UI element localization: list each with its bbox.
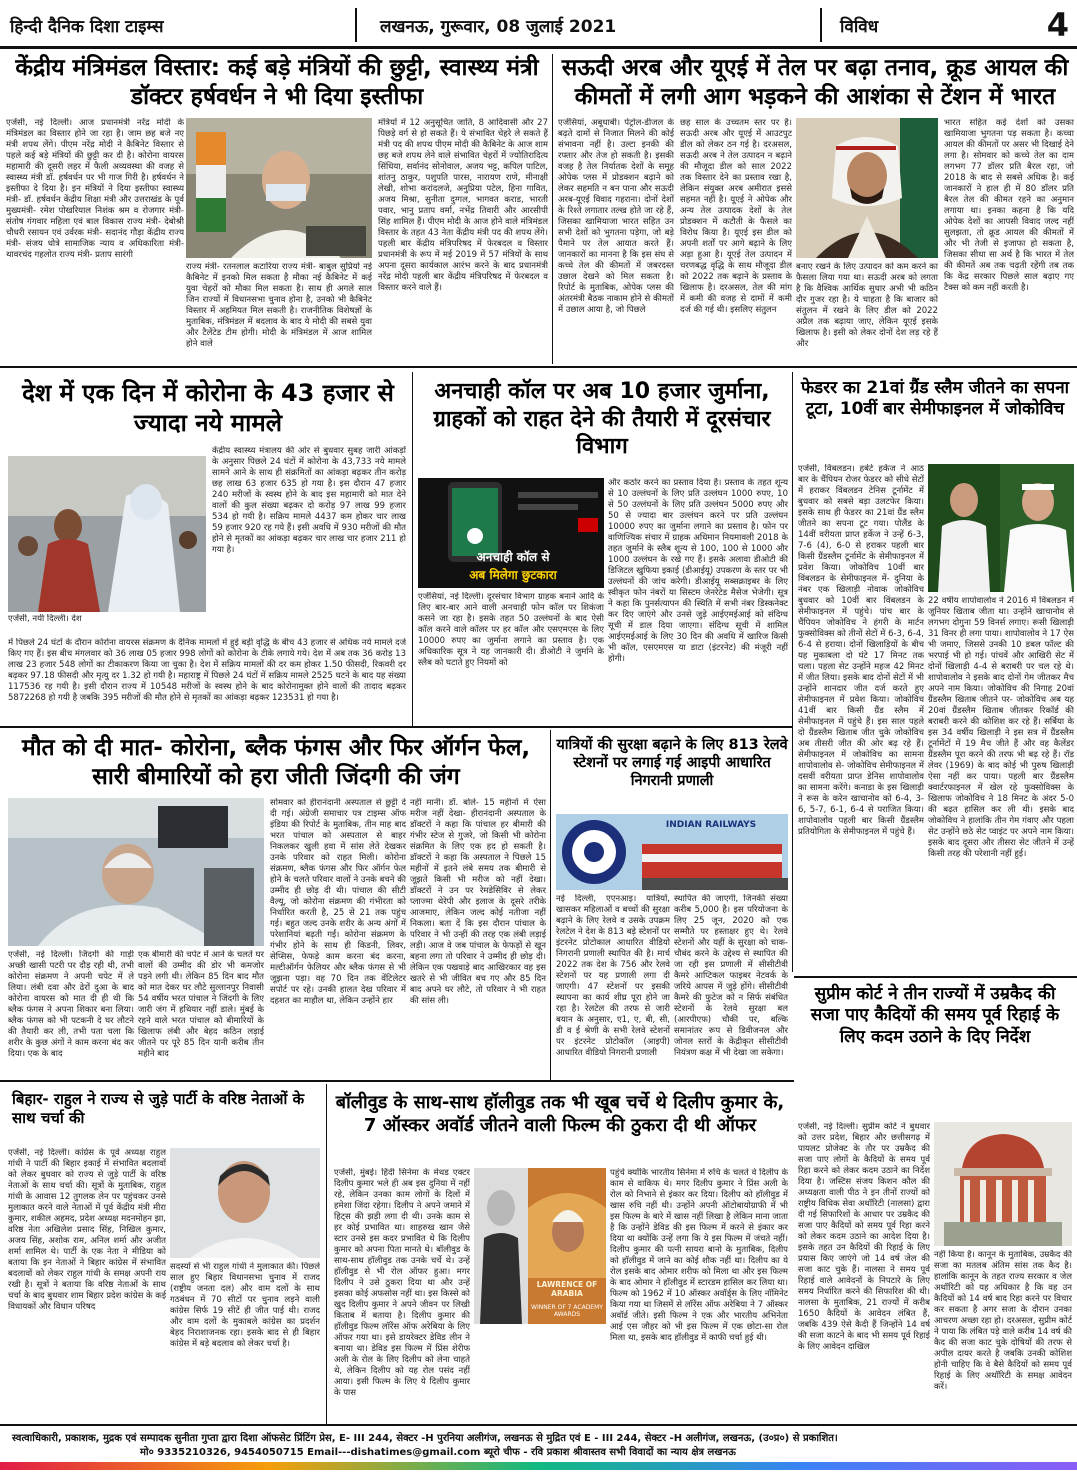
column-rule — [792, 372, 793, 972]
section-name: विविध — [840, 17, 879, 37]
dateline: लखनऊ, गुरूवार, 08 जुलाई 2021 — [380, 17, 617, 37]
article-fungus-col1: एजेंसी, नई दिल्ली। जिंदगी की गाड़ी अच्छी खासी पटरी पर दौड़ रही थी, तभी कोरोना संक्रमण ने अपनी चपेट में ले लिया। लंबी दवा और ढेरों दुआ के बाद कोरोना वायरस को मात दी ही थी कि ब्लैक फंगस ने अपना शिकार बना लिया। ब्लैक फंगस को भी पटकनी दे घर लौटने की तैयारी कर ली, तभी पता चला कि शरीर के कुछ अंगों ने काम करना बंद कर दिया। एक के बाद — [8, 950, 134, 1059]
phone-image-text-2: अब मिलेगा छुटकारा — [469, 568, 557, 582]
section-rule — [794, 976, 1077, 978]
article-telecom-col1: एजेंसियां, नई दिल्ली। दूरसंचार विभाग ग्राहक बनाने आदि के लिए बार-बार आने वाली अनचाही फोन कॉल पर शिकंजा कसने जा रहा है। इसके तहत 50 उल्लंघनों के बाद ऐसी कॉल करने वाले कॉलर पर हर कॉल और एसएमएस के लिए 10000 रुपए का जुर्माना लगाने का प्रस्ताव है। एक अधिकारिक सूत्र ने यह जानकारी दी। डीओटी ने जुर्माने के स्लैब को घटाते हुए नियमों को — [418, 592, 604, 668]
photo-dilip-poster-graphic — [474, 1168, 606, 1324]
headline-railway: यात्रियों की सुरक्षा बढ़ाने के लिए 813 रेलवे स्टेशनों पर लगाई गई आइपी आधारित निगरानी प्रणाली — [556, 737, 788, 790]
article-bollywood-col2: पहुंचे क्योंकि भारतीय सिनेमा में रुचि के चलते वे दिलीप के काम से वाकिफ थे। मगर दिलीप कुमार ने प्रिंस अली के रोल को निभाने से इंकार कर दिया। दिलीप को हॉलीवुड में खास रुचि नहीं थी। उन्होंने अपनी ऑटोबायोग्राफी में भी इस फिल्म के बारे में खास नहीं लिखा है लेकिन माना जाता है कि उन्होंने डेविड की इस फिल्म में करने से इंकार कर दिया था क्योंकि उन्हें लगा कि ये इस फिल्म में जंचते नहीं। दिलीप कुमार की पत्नी सायरा बानो के मुताबिक, दिलीप को हॉलीवुड में जाने का कोई शौक नहीं था। दिलीप का ये रोल इसके बाद ओमार शरीफ को मिला था और इस फिल्म के बाद ओमार ने हॉलीवुड में स्टारडम हासिल कर लिया था। फिल्म को 1962 में 10 ऑस्कर अवॉर्ड्स के लिए नॉमिनेट किया गया था जिसमें से लॉरेंस ऑफ अरेबिया ने 7 ऑस्कर अवॉर्ड जीते। इसी फिल्म ने एक और भारतीय अभिनेता आई एस जौहर को भी इस फिल्म में एक छोटा-सा रोल मिला था, इसके बाद हॉलीवुड में काफी चर्चा हुई थी। — [610, 1168, 788, 1343]
paper-name: हिन्दी दैनिक दिशा टाइम्स — [10, 17, 164, 37]
article-corona-col2: में पिछले 24 घंटों के दौरान कोरोना वायरस संक्रमण के दैनिक मामलों में हुई बड़ी वृद्धि के बीच 43 हजार से अधिक नये मामले दर्ज किए गए हैं। इस बीच मंगलवार को 36 लाख 05 हजार 998 लोगों को कोरोना के टीके लगाये गये। देश में अब तक 36 करोड़ 13 लाख 23 हजार 548 लोगों का टीकाकरण किया जा चुका है। देश में सक्रिय मामलों की दर कम होकर 1.50 फीसदी, रिकवरी दर बढ़कर 97.18 फीसदी और मृत्यु दर 1.32 हो गयी है। महाराष्ट्र में पिछले 24 घंटों में सक्रिय मामले 2525 घटने के बाद यह संख्या 117536 रह गयी है। इसी दौरान राज्य में 10548 मरीजों के स्वस्थ होने के बाद कोरोनामुक्त होने वालों की तादाद बढ़कर 5872268 हो गयी है जबकि 395 मरीजों की मौत होने से मृतकों का आंकड़ा बढ़कर 123531 हो गया है। — [8, 638, 406, 703]
article-railway-col2: स्थापित की जाएगी, जिनकी संख्या करीब 5,000 है। इस परियोजना के लिए 25 जून, 2020 को एक सम्मौते पर हस्ताक्षर हुए थे। रेलवे स्टेशनों और यहीं के सुरक्षा को चाक-चौबंद करने के उद्देश्य से स्थापित की जा रही इस प्रणाली में सीसीटीवी कैमरे आप्टिकल फाइबर नेटवर्क के जरिये आपस में जुड़े होंगे। सीसीटीवी कैमरे की फुटेज को न सिर्फ संबंधित स्टेशनों के रेलवे सुरक्षा बल (आरपीएफ) चौकी पर, बल्कि समानांतर रूप से डिवीजनल और जोनल स्तरों के केंद्रीकृत सीसीटीवी नियंत्रण कक्ष में भी देखा जा सकेगा। — [674, 894, 788, 1058]
photo-harsh-vardhan — [186, 118, 372, 258]
article-oil-col2: छह साल के उच्चतम स्तर पर है। सऊदी अरब और यूएई में आउटपुट डील को लेकर ठन गई है। दरअसल, सऊदी अरब ने तेल उत्पादन न बढ़ाने की मौजूदा डील को साल 2022 तक विस्तार देने का प्रस्ताव रखा है, लेकिन संयुक्त अरब अमीरात इससे सहमत नहीं है। यूएई ने ओपेक और अन्य तेल उत्पादक देशों के तेल प्रोडक्शन में कटौती के फैसले का विरोध किया है। यूएई इस डील को अपनी शर्तों पर आगे बढ़ाने के लिए अड़ा हुआ है। यूएई तेल उत्पादन में चरणबद्ध वृद्धि के साथ मौजूदा डील को 2022 तक बढ़ाने के प्रस्ताव के खिलाफ है। दरअसल, तेल की मांग में कमी की वजह से दामों में कमी दर्ज की गई थी। इसलिए संतुलन — [680, 118, 792, 315]
article-bihar-col2: सदस्यों से भी राहुल गांधी ने मुलाकात की। पिछले साल हुए बिहार विधानसभा चुनाव में राजद (राष्ट्रीय जनता दल) और वाम दलों के साथ गठबंधन में 70 सीटों पर चुनाव लड़ने वाली कांग्रेस सिर्फ 19 सीटें ही जीत पाई थी। राजद और वाम दलों के मुकाबले कांग्रेस का प्रदर्शन बेहद निराशाजनक रहा। इसके बाद से ही बिहार कांग्रेस में बड़े बदलाव को लेकर चर्चा है। — [170, 1262, 320, 1349]
section-rule — [0, 1080, 794, 1082]
photo-covid-test — [8, 456, 206, 612]
column-rule — [412, 372, 413, 726]
article-fungus-col2: एक बीमारी की चपेट में आने के चलते घर वालों की उम्मीद की डोर भी कमजोर पड़ने लगी थी। लेकिन 85 दिन बाद मौत को मात देकर घर लौटे सुल्तानपुर निवासी 54 वर्षीय भरत पांचाल ने जिंदगी के लिए जारी जंग में हथियार नहीं डाले। मुंबई के रहने वाले भरत पांचाल को बीमारियों के खिलाफ लंबी और बेहद कठिन लड़ाई जीतने पर पूरे 85 दिन यानी करीब तीन महीने बाद — [138, 950, 264, 1059]
article-federer-col2: 22 वर्षीय शापोवालोव ने 2016 में विंबलडन में जूनियर खिताब जीता था। उन्होंने खाचानोव से लगभग दोगुना 59 विनर्स लगाए। रूसी खिलाड़ी 31 विनर ही लगा पाया। शापोवालोव ने 17 ऐस भी जमाए, जिससे उनकी 10 डबल फॉल्ट की भरपाई भी हो गई। पांचवें और आखिरी सेट में दोनों खिलाड़ी 4-4 से बराबरी पर चल रहे थे। शापोवालोव ने इसके बाद दोनों गेम जीतकर मैच अपने नाम किया। जोकोविच की निगाह 20वां ग्रैंडस्लैम खिताब जीतने पर- जोकोविच अब यह 20वां ग्रैंडस्लैम खिताब जीतकर रिकॉर्ड की बराबरी करने की कोशिश कर रहे हैं। सर्बिया के इस 34 वर्षीय खिलाड़ी ने इस सत्र में ग्रैंडस्लैम टूर्नामेंटों में 19 मैच जीते हैं और वह कैलेंडर ग्रैंडस्लैम पूरा करने की तरफ भी बढ़ रहे हैं। रॉड लेवर (1969) के बाद कोई भी पुरुष खिलाड़ी ऐसा नहीं कर पाया। पहली बार ग्रैंडस्लैम क्वार्टरफाइनल में खेल रहे फुक्सोविक्स के खिलाफ जोकोविच ने 18 मिनट के अंदर 5-0 की बढ़त हासिल कर ली थी। इसके बाद जोकोविच ने हालांकि तीन गेम गंवाए और पहला सेट उन्होंने छठे सेट प्वाइंट पर अपने नाम किया। इसके बाद दूसरा और तीसरा सेट जीतने में उन्हें किसी तरह की परेशानी नहीं हुई। — [928, 596, 1074, 859]
article-railway-col1: नई दिल्ली, एएनआइ। यात्रियों, खासकर महिलाओं व बच्चों की सुरक्षा बढ़ाने के लिए रेलवे व उसके उपक्रम रेलटेल ने देश के 813 बड़े स्टेशनों पर इंटरनेट प्रोटोकाल आधारित वीडियो निगरानी प्रणाली स्थापित की है। मार्च 2022 तक देश के 756 और रेलवे स्टेशनों पर यह प्रणाली लगा दी जाएगी। 47 स्टेशनों पर इसकी स्थापना का कार्य शीघ्र पूरा होने जा रहा है। रेलटेल की तरफ से जारी बयान के अनुसार, ए1, ए, बी, सी, डी व ई श्रेणी के सभी रेलवे स्टेशनों पर इंटरनेट प्रोटोकॉल (आइपी) आधारित वीडियो निगरानी प्रणाली — [556, 894, 670, 1058]
photo-federer-graphic — [928, 464, 1074, 592]
photo-saudi-prince — [796, 118, 938, 258]
column-rule — [550, 730, 551, 1080]
article-oil-col4: भारत सहित कई देशों को उसका खामियाजा भुगतना पड़ सकता है। कच्चा आयल की कीमतों पर असर भी दिखाई देने लगा है। सोमवार को कच्चे तेल का दाम लगभग 77 डॉलर प्रति बैरल रहा, जो 2018 के बाद से सबसे अधिक है। कई जानकारों ने हाल ही में 80 डॉलर प्रति बैरल तेल की कीमत रहने का अनुमान लगाया था। इनका कहना है कि यदि ओपेक देशों का आपसी विवाद जल्द नहीं सुलझता, तो क्रूड आयल की कीमतों में और भी तेजी से इजाफा हो सकता है, जिसका सीधा सा अर्थ है कि भारत में तेल की कीमतें अब तक चढ़ती रहेंगी तब तक कि केंद्र सरकार पिछले साल बढ़ाए गए टैक्स को कम नहीं करती है। — [944, 118, 1074, 293]
headline-supreme-court: सुप्रीम कोर्ट ने तीन राज्यों में उम्रकैद की सजा पाए कैदियों की समय पूर्व रिहाई के लिए कदम उठाने के दिए निर्देश — [810, 984, 1060, 1047]
photo-harsh-vardhan-graphic — [186, 118, 372, 258]
article-bollywood-col2-lower — [474, 1328, 606, 1424]
section-rule — [0, 366, 1077, 368]
article-cabinet-col3: मंत्रियों में 12 अनुसूचित जाति, 8 आदिवासी और 27 पिछड़े वर्ग से हो सकते हैं। ये संभावित चेहरे ले सकते हैं मंत्री पद की शपथ पीएम मोदी की कैबिनेट के आज शाम छह बजे शपथ लेने वाले संभावित चेहरों में ज्योतिरादित्य सिंधिया, सर्वानंद सोनोवाल, अजय भट्ट, कपिल पाटिल, शांतनु ठाकुर, पशुपति पारस, नारायण राणे, मीनाक्षी लेखी, शोभा करांदलजे, अनुप्रिया पटेल, हिना गावित, अजय मिश्रा, सुनीता दुग्गल, भागवत कराड, भारती पवार, भानु प्रताप वर्मा, नभेंद्र तिवारी और आरसीपी सिंह शामिल हैं। पीएम मोदी के आज होने वाले मंत्रिमंडल विस्तार के तहत 43 नेता केंद्रीय मंत्री पद की शपथ लेंगे। पहली बार केंद्रीय मंत्रिपरिषद में फेरबदल व विस्तार प्रधानमंत्री के रूप में मई 2019 में 57 मंत्रियों के साथ अपना दूसरा कार्यकाल आरंभ करने के बाद प्रधानमंत्री नरेंद्र मोदी पहली बार केंद्रीय मंत्रिपरिषद में फेरबदल व विस्तार करने वाले हैं। — [378, 118, 548, 293]
article-cabinet-col1: एजेंसी, नई दिल्ली। आज प्रधानमंत्री नरेंद्र मोदी के मंत्रिमंडल का विस्तार होने जा रहा है। जाम छह बजे नए मंत्री शपथ लेंगे। पीएम नरेंद्र मोदी ने कैबिनेट विस्तार से पहले कई बड़े मंत्रियों की छुट्टी कर दी है। कोरोना वायरस महामारी की दूसरी लहर में फैली अव्यवस्था की वजह से स्वास्थ्य मंत्री डॉ. हर्षवर्धन पर भी गाज गिरी है। हर्षवर्धन ने इस्तीफा दे दिया है। इन मंत्रियों ने दिया इस्तीफा स्वास्थ्य मंत्री- डॉ. हर्षवर्धन केंद्रीय शिक्षा मंत्री और उत्तराखंड के पूर्व मुख्यमंत्री- रमेश पोखरियाल निशंक श्रम व रोजगार मंत्री- संतोष गंगवार महिला एवं बाल विकास राज्य मंत्री- देबोश्री चौधरी रसायन एवं उर्वरक मंत्री- सदानंद गौड़ा केंद्रीय राज्य मंत्री- संजय धोत्रे सामाजिक न्याय व अधिकारिता मंत्री- थावरचंद गहलोत राज्य मंत्री- प्रताप सारंगी — [6, 118, 184, 260]
article-oil-col3: बनाए रखने के लिए उत्पादन को कम करने का फैसला लिया गया था। सऊदी अरब को लगता है कि वैश्विक आर्थिक सुधार अभी भी कठिन दौर गुजर रहा है। ये चाहता है कि बाजार को संतुलन में रखने के लिए डील को 2022 अप्रैल तक बढ़ाया जाए, लेकिन यूएई इसके खिलाफ है। इसी को लेकर दोनों देश लड़ रहे हैं और — [796, 262, 938, 349]
photo-covid-caption: एजेंसी, नयी दिल्ली। देश — [8, 614, 82, 624]
headline-fungus: मौत को दी मात- कोरोना, ब्लैक फंगस और फिर ऑर्गन फेल, सारी बीमारियों को हरा जीती जिंदगी की जंग — [21, 735, 531, 790]
article-fungus-col3: सोमवार को हीरानंदानी अस्पताल से छुट्टी दे दी गई। अंग्रेजी समाचार पत्र टाइम्स ऑफ इंडिया की रिपोर्ट के मुताबिक, तीन माह बाद भरत पांचाल को अस्पताल से बाहर निकलकर खुली हवा में सांस लेते देखकर उनके परिवार को राहत मिली। कोरोना संक्रमण, ब्लैक फंगस और फिर ऑर्गन फेल होने के चलते परिवार वालों ने उनके बचने की उम्मीद ही छोड़ दी थी। पांचाल की सीटी वैल्यू, जो कोरोना संक्रमण की गंभीरता को निर्धारित करती है, 25 से 21 तक पहुंच गई। बहुत जल्द उनके शरीर के अन्य अंगों में परेशानियां बढ़ती गईं। कोरोना संक्रमण के गंभीर होने के साथ ही किडनी, लिवर, सेप्सिस, फेफड़े काम करना बंद करना, मल्टीऑर्गन फेलियर और ब्लैक फंगस से भी जूझना पड़ा। वह 70 दिन तक वेंटिलेटर सपोर्ट पर रहे। उनकी हालत देख परिवार में दहशत का माहौल था, लेकिन उन्होंने हार — [270, 798, 406, 1006]
article-bihar-col1: एजेंसी, नई दिल्ली। कांग्रेस के पूर्व अध्यक्ष राहुल गांधी ने पार्टी की बिहार इकाई में संभावित बदलावों को लेकर बुधवार को राज्य से जुड़े पार्टी के वरिष्ठ नेताओं के साथ चर्चा की। सूत्रों के मुताबिक, राहुल गांधी के आवास 12 तुगलक लेन पर पहुंचकर उनसे मुलाकात करने वाले नेताओं में पूर्व केंद्रीय मंत्री मीरा कुमार, शकील अहमद, प्रदेश अध्यक्ष मदनमोहन झा, वरिष्ठ नेता अखिलेश प्रसाद सिंह, निखिल कुमार, अजय सिंह, अशोक राम, अनिल शर्मा और अजीत शर्मा शामिल थे। पार्टी के एक नेता ने मीडिया को बताया कि इन नेताओं ने बिहार कांग्रेस में संभावित बदलावों को लेकर राहुल गांधी के समक्ष अपनी राय रखी है। सूत्रों ने बताया कि वरिष्ठ नेताओं के साथ चर्चा के बाद बुधवार शाम बिहार प्रदेश कांग्रेस के कई विधायकों और विधान परिषद — [8, 1148, 166, 1312]
headline-corona: देश में एक दिन में कोरोना के 43 हजार से ज्यादा नये मामले — [22, 379, 394, 437]
poster-tagline: WINNER OF 7 ACADEMY AWARDS — [531, 1304, 603, 1318]
footer — [0, 1426, 1077, 1476]
photo-rahul-graphic — [170, 1148, 320, 1258]
headline-bihar: बिहार- राहुल ने राज्य से जुड़े पार्टी के वरिष्ठ नेताओं के साथ चर्चा की — [12, 1090, 305, 1127]
phone-image-text-1: अनचाही कॉल से — [476, 550, 550, 564]
column-rule — [552, 54, 553, 364]
article-telecom-col2: और कठोर करने का प्रस्ताव दिया है। प्रस्ताव के तहत शून्य से 10 उल्लंघनों के लिए प्रति उल्लंघन 1000 रुपए, 10 से 50 उल्लंघनों के लिए प्रति उल्लंघन 5000 रुपए और 50 से ज्यादा बार उल्लंघन करने पर प्रति उल्लंघन 10000 रुपए का जुर्माना लगाने का प्रस्ताव है। फोन पर वाणिज्यिक संचार में ग्राहक अधिमान नियमावली 2018 के तहत जुर्माने के स्लैब शून्य से 100, 100 से 1000 और 1000 उल्लंघन के रखे गए हैं। इसके अलावा डीओटी की डिजिटल खुफिया इकाई (डीआईयू) उपकरण के स्तर पर भी उल्लंघनों की जांच करेगी। डीआईयू सब्सक्राइबर के लिए स्वीकृत फोन नंबरों या सिस्टम जेनरेटेड मैसेज भेजेगी। सूत्र ने कहा कि पुनर्सत्यापन की स्थिति में सभी नंबर डिस्कनेक्ट कर दिए जाएंगे और उनसे जुड़े आईएमईआई को संदिग्ध सूची में डाल दिया जाएगा। संदिग्ध सूची में शामिल आईएमईआई के लिए 30 दिन की अवधि में खारिज किसी भी कॉल, एसएमएस या डाटा (इंटरनेट) की मंजूरी नहीं होगी। — [608, 478, 788, 664]
photo-hospital-patient — [8, 798, 264, 946]
article-supreme-col2: नहीं किया है। कानून के मुताबिक, उम्रकैद की सजा का मतलब अंतिम सांस तक कैद है। हालांकि कानून के तहत राज्य सरकार व जेल अथॉरिटी को यह अधिकार है कि वह उन कैदियों को 14 वर्ष बाद रिहा करने पर विचार कर सकता है अगर सजा के दौरान उनका आचरण अच्छा रहा हो। दरअसल, सुप्रीम कोर्ट ने पाया कि लंबित पड़े वाले करीब 14 वर्ष की कैद की सजा काट चुके दोषियों की तरफ से अपील दायर करते है जबकि उनकी कोशिश होनी चाहिए कि वे बैसे कैदियों को समय पूर्व रिहाई के लिए अथॉरिटी के समक्ष आवेदन करें। — [934, 1250, 1072, 1392]
section-rule — [0, 726, 792, 728]
masthead — [0, 0, 1077, 48]
photo-hospital-graphic — [8, 798, 264, 946]
article-corona-col1: केंद्रीय स्वास्थ्य मंत्रालय की ओर से बुधवार सुबह जारी आंकड़ों के अनुसार पिछले 24 घंटों में कोरोना के 43,733 नये मामले सामने आने के साथ ही संक्रमितों का आंकड़ा बढ़कर तीन करोड़ छह लाख 63 हजार 635 हो गया है। इस दौरान 47 हजार 240 मरीजों के स्वस्थ होने के बाद इस महामारी को मात देने वालों की कुल संख्या बढ़कर दो करोड़ 97 लाख 99 हजार 534 हो गयी है। सक्रिय मामले 4437 कम होकर चार लाख 59 हजार 920 रह गये हैं। इसी अवधि में 930 मरीजों की मौत होने से मृतकों का आंकड़ा बढ़कर चार लाख चार हजार 211 हो गया है। — [212, 446, 406, 555]
article-federer-col1: एजेंसी, विंबलडन। हर्बर्ट हर्केज ने आठ बार के चैंपियन रोजर फेडरर को सीधे सेटों में हराकर विंबलडन टेनिस टूर्नामेंट में बुधवार को सबसे बड़ा उलटफेर किया। इसके साथ ही फेडरर का 21वां ग्रैंड स्लैम जीतने का सपना टूट गया। पोलैंड के 14वीं वरीयता प्राप्त हर्केज ने उन्हें 6-3, 7-6 (4), 6-0 से हराकर पहली बार किसी ग्रैंडस्लैम टूर्नामेंट के सेमीफाइनल में प्रवेश किया। जोकोविच 10वीं बार विंबलडन के सेमीफाइनल में- दुनिया के नंबर एक खिलाड़ी नोवाक जोकोविच बुधवार को 10वीं बार विंबलडन के सेमीफाइनल में पहुंचे। पांच बार के चैंपियन जोकोविच ने हंगरी के मार्टन फुक्सोविक्स को तीनों सेटों में 6-3, 6-4, 6-4 से हराया। दोनों खिलाड़ियों के बीच यह मुकाबला दो घंटे 17 मिनट तक चला। पहला सेट उन्होंने महज 42 मिनट में जीत लिया। इसके बाद दोनों सेटों में भी उन्होंने शानदार जीत दर्ज करते हुए सेमीफाइनल में प्रवेश किया। जोकोविच 41वीं बार किसी ग्रैंड स्लैम में सेमीफाइनल में पहुंचे हैं। इस साल पहले दो ग्रैंडस्लैम खिताब जीत चुके जोकोविच अब तीसरी जीत की ओर बढ़ रहे हैं। सेमीफाइनल में जोकोविच का सामना शापोवालोव से- जोकोविच सेमीफाइनल में दसवीं वरीयता प्राप्त डेनिस शापोवालोव का सामना करेंगे। कनाडा के इस खिलाड़ी ने रूस के करेन खाचानोव को 6-4, 3-6, 5-7, 6-1, 6-4 से पराजित किया। शापोवालोव पहली बार किसी ग्रैंडस्लैम प्रतियोगिता के सेमीफाइनल में पहुंचे हैं। — [798, 464, 924, 837]
poster-title: LAWRENCE OF ARABIA — [536, 1280, 598, 1298]
article-oil-col1: एजेंसियां, अबूधाबी। पेट्रोल-डीजल के बढ़ते दामों से निजात मिलने की कोई संभावना नहीं है। उल्टा इनकी की रफ्तार और तेज हो सकती है। इसकी वजह है तेल निर्यातक देशों के समूह ओपेक प्लस में प्रोडक्शन बढ़ाने को लेकर सहमति न बन पाना और सऊदी अरब-यूएई विवाद गहराना। दोनों देशों के रिश्ते लगातार तल्ख होते जा रहे हैं, जिसका खामियाजा भारत सहित उन सभी देशों को भुगतना पड़ेगा, जो बड़े पैमाने पर तेल आयात करते हैं। जानकारों का मानना है कि इस संघ से कच्चे तेल की कीमतों में जबरदस्त उछाल देखने को मिल सकता है। रिपोर्ट के मुताबिक, ओपेक प्लस की अंतरमंत्री बैठक नाकाम होने से कीमतों में उछाल आया है, जो पिछले — [558, 118, 674, 315]
headline-telecom: अनचाही कॉल पर अब 10 हजार जुर्माना, ग्राहकों को राहत देने की तैयारी में दूरसंचार विभाग — [433, 379, 771, 459]
article-fungus-col4: नहीं मानी। डॉ. बोले- 15 महीनों में ऐसा मरीज नहीं देखा- हीरानंदानी अस्पताल के डॉक्टरों ने कहा कि पांचाल हर बीमारी की गंभीर स्टेज से गुजरे, जो किसी भी कोरोना संक्रमित के लिए एक हद हो सकती है। डॉक्टरों ने कहा कि अस्पताल ने पिछले 15 महीनों में इतने लंबे समय तक बीमारी से जूझते किसी भी मरीज को नहीं देखा। डॉक्टरों ने उन पर रेमडेसिविर से लेकर प्लाज्मा थेरेपी और इलाज के दूसरे तरीके आजमाए, लेकिन जल्द कोई नतीजा नहीं निकला। बता दें कि इस दौरान पांचाल के परिवार ने भी उन्हीं की तरह एक लंबी लड़ाई लड़ी। आज वे जब पांचाल के फेफड़ों से खून बहना लगा तो परिवार ने उम्मीद ही छोड़ दी। लेकिन एक पखवाड़े बाद आखिरकार वह इस खतरे से भी जीवित बच गए और 85 दिन बाद अपने घर लौटे, तो परिवार ने भी राहत की सांस ली। — [410, 798, 546, 1006]
headline-federer: फेडरर का 21वां ग्रैंड स्लैम जीतने का सपना टूटा, 10वीं बार सेमीफाइनल में जोकोविच — [800, 378, 1070, 420]
photo-railway-train — [556, 814, 788, 890]
photo-federer-djokovic — [928, 464, 1074, 592]
article-bollywood-col1: एजेंसी, मुंबई। हिंदी सिनेमा के मेथड एक्टर दिलीप कुमार भले ही अब इस दुनिया में नहीं रहे, लेकिन उनका काम लोगों के दिलों में हमेशा जिंदा रहेगा। दिलीप ने अपने जमाने में हिट्स की झड़ी लगा दी थी। उनके काम से हर कोई प्रभावित था। शाहरुख खान जैसे स्टार उनसे इस कदर प्रभावित थे कि दिलीप कुमार को अपना पिता मानते थे। बॉलीवुड के साथ-साथ हॉलीवुड तक उनके चर्चे थे। उन्हें हॉलीवुड से भी रोल ऑफर हुआ। मगर दिलीप ने उसे ठुकरा दिया था और उन्हें इसका कोई अफसोस नहीं था। इस किस्से को खुद दिलीप कुमार ने अपने जीवन पर लिखी किताब में बताया है। दिलीप कुमार की हॉलीवुड फिल्म लॉरेंस ऑफ अरेबिया के लिए ऑफर गया था। इसे डायरेक्टर डेविड लीन ने बनाया था। डेविड इस फिल्म में प्रिंस शेरीफ अली के रोल के लिए दिलीप को लेना चाहते थे, लेकिन दिलीप को यह रोल पसंद नहीं आया। इसी फिल्म के लिए ये दिलीप कुमार के पास — [334, 1168, 470, 1398]
page-number: 4 — [1046, 6, 1069, 44]
photo-dilip-kumar-poster — [474, 1168, 606, 1324]
photo-rahul-gandhi — [170, 1148, 320, 1258]
photo-covid-test-graphic — [8, 456, 206, 612]
article-supreme-col1: एजेंसी, नई दिल्ली। सुप्रीम कोर्ट ने बुधवार को उत्तर प्रदेश, बिहार और छत्तीसगढ़ में पायलट प्रोजेक्ट के तौर पर उम्रकैद की सजा पाए लोगों के कैदियों के समय पूर्व रिहा करने को लेकर कदम उठाने का निर्देश दिया है। जस्टिस संजय किशन कौल की अध्यक्षता वाली पीठ ने इन तीनों राज्यों को राष्ट्रीय विधिक सेवा अथॉरिटी (नालसा) द्वारा दी गई सिफारिशों के आधार पर उम्रकैद की सजा पाए कैदियों को समय पूर्व रिहा करने को लेकर कदम उठाने का आदेश दिया है। इसके तहत उन कैदियों की रिहाई के लिए प्रयास किए जाएंगे जो 14 वर्ष जेल की सजा काट चुके हैं। नालसा ने समय पूर्व रिहाई वाले आवेदनों के निपटारे के लिए समय निर्धारित करने की सिफारिश की थी। नालसा के मुताबिक, 21 राज्यों में करीब 1650 कैदियों के आवेदन लंबित हैं, जबकि 439 ऐसे कैदी हैं जिन्होंने 14 वर्ष की सजा काटने के बाद भी समय पूर्व रिहाई के लिए आवेदन दाखिल — [798, 1122, 930, 1352]
headline-bollywood: बॉलीवुड के साथ-साथ हॉलीवुड तक भी खूब चर्चे थे दिलीप कुमार के, 7 ऑस्कर अवॉर्ड जीतने वाली फिल्म की ठुकरा दी थी ऑफर — [335, 1092, 785, 1136]
photo-supreme-court-graphic — [934, 1122, 1072, 1246]
headline-cabinet: केंद्रीय मंत्रिमंडल विस्तार: कई बड़े मंत्रियों की छुट्टी, स्वास्थ्य मंत्री डॉक्टर हर्षवर्धन ने भी दिया इस्तीफा — [15, 55, 539, 110]
article-cabinet-col2: राज्य मंत्री- रतनलाल कटारिया राज्य मंत्री- बाबुल सुप्रियो नई कैबिनेट में इनको मिल सकता है मौका नई कैबिनेट में कई युवा चेहरों को मौका मिल सकता है। साथ ही अगले साल जिन राज्यों में विधानसभा चुनाव होना है, उनको भी कैबिनेट विस्तार में अहमियत मिल सकती है। राजनीतिक विशेषज्ञों के मुताबिक, मंत्रिमंडल में बदलाव के बाद ये मोदी की सबसे युवा और टैलेंटेड टीम होगी। मोदी के मंत्रिमंडल में आज शामिल होने वाले — [186, 262, 372, 349]
footer-color-band — [0, 1462, 1077, 1470]
railway-image-text: INDIAN RAILWAYS — [665, 820, 757, 830]
footer-contact: मो० 9335210326, 9454050715 Email---dishatimes@gmail.com ब्यूरो चीफ - रवि प्रकाश श्रीवास्तव सभी विवादों का न्याय क्षेत्र लखनऊ — [140, 1447, 736, 1458]
photo-supreme-court — [934, 1122, 1072, 1246]
photo-phone-call — [418, 478, 604, 588]
masthead-rule — [0, 46, 1077, 49]
headline-oil: सऊदी अरब और यूएई में तेल पर बढ़ा तनाव, क्रूड आयल की कीमतों में लगी आग भड़कने की आशंका से टेंशन में भारत — [561, 55, 1069, 110]
masthead-divider — [820, 8, 822, 42]
photo-saudi-prince-graphic — [796, 118, 938, 258]
column-rule — [326, 1084, 327, 1424]
footer-imprint: स्वत्वाधिकारी, प्रकाशक, मुद्रक एवं सम्पादक सुनीता गुप्ता द्वारा दिशा ऑफसेट प्रिंटिंग प्रेस, E- III 244, सेक्टर -H पुरनिया अलीगंज, लखनऊ से मुद्रित एवं E - III 244, सेक्टर -H अलीगंज, लखनऊ, (उ०प्र०) से प्रकाशित। — [12, 1433, 838, 1444]
masthead-divider — [355, 8, 357, 42]
